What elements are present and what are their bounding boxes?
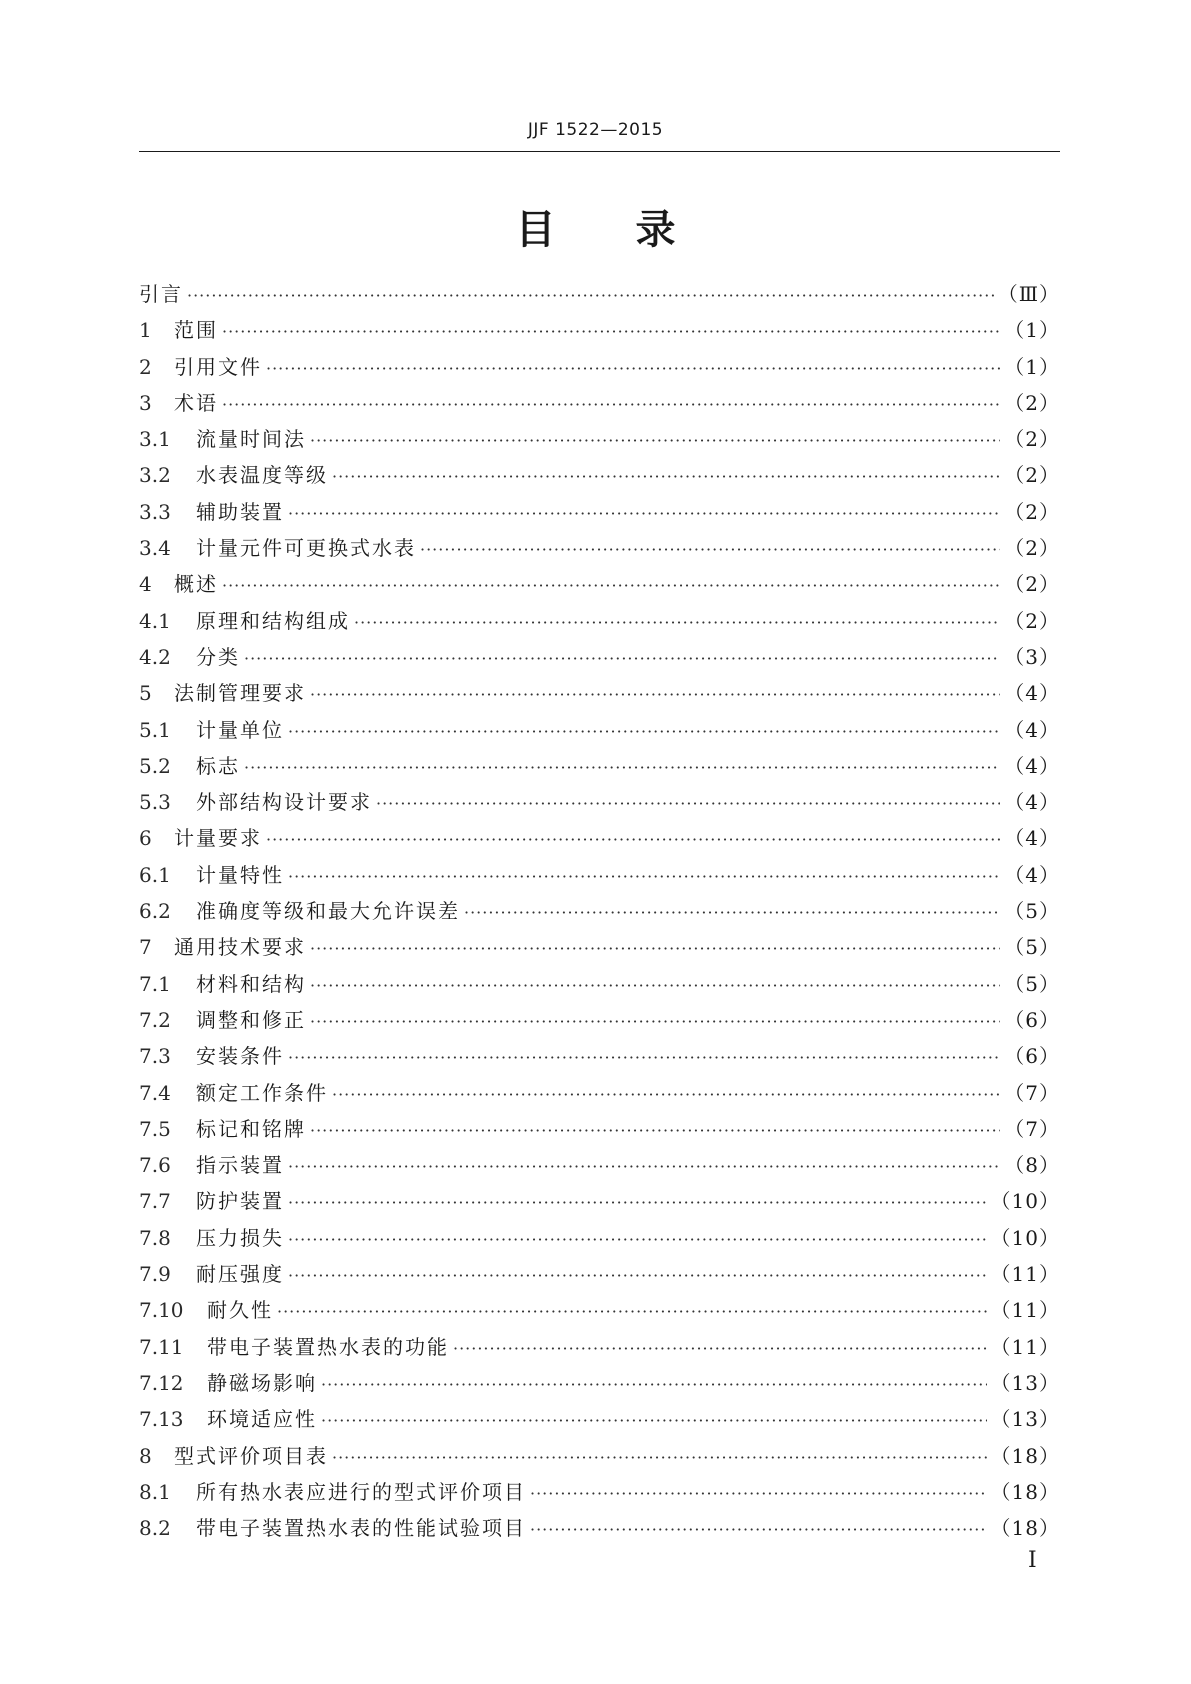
toc-section-number: 7.8 [139, 1225, 171, 1250]
toc-section-title: 标记和铭牌 [196, 1116, 306, 1141]
toc-section-number: 5.2 [139, 753, 171, 778]
toc-section-number: 7.13 [139, 1407, 184, 1432]
toc-entry[interactable] [139, 457, 1060, 493]
toc-page-number: （4） [1004, 681, 1060, 706]
toc-entry[interactable] [139, 1075, 1060, 1111]
toc-page-number: （8） [1004, 1153, 1060, 1178]
dot-leader [332, 1077, 1000, 1113]
toc-section-title: 辅助装置 [196, 499, 284, 524]
toc-entry[interactable] [139, 1510, 1060, 1546]
dot-leader [187, 278, 994, 314]
header-rule [139, 151, 1060, 152]
page-number: Ⅰ [1028, 1548, 1037, 1573]
dot-leader [332, 459, 1000, 495]
toc-entry[interactable] [139, 1256, 1060, 1292]
table-of-contents [139, 276, 1060, 1546]
toc-section-title: 调整和修正 [196, 1007, 306, 1032]
toc-entry[interactable] [139, 1002, 1060, 1038]
toc-page-number: （2） [1004, 463, 1060, 488]
dot-leader [464, 895, 1000, 931]
dot-leader [332, 1440, 987, 1476]
toc-section-title: 计量单位 [196, 717, 284, 742]
toc-entry[interactable] [139, 784, 1060, 820]
toc-entry[interactable] [139, 1111, 1060, 1147]
dot-leader [266, 351, 1000, 387]
toc-section-title: 耐压强度 [196, 1262, 284, 1287]
dot-leader [244, 750, 1000, 786]
toc-section-number: 7.11 [139, 1334, 184, 1359]
toc-section-title: 带电子装置热水表的性能试验项目 [196, 1516, 526, 1541]
toc-section-title: 安装条件 [196, 1044, 284, 1069]
toc-section-number: 6.2 [139, 899, 171, 924]
toc-entry[interactable] [139, 603, 1060, 639]
toc-section-number: 7.4 [139, 1080, 171, 1105]
toc-section-title: 术语 [174, 390, 218, 415]
toc-section-number: 7.12 [139, 1370, 184, 1395]
toc-section-title: 范围 [174, 318, 218, 343]
toc-section-number: 7.5 [139, 1116, 171, 1141]
dot-leader [244, 641, 1000, 677]
toc-section-title: 原理和结构组成 [196, 608, 350, 633]
toc-section-title: 防护装置 [196, 1189, 284, 1214]
toc-entry[interactable] [139, 421, 1060, 457]
toc-page-number: （6） [1004, 1007, 1060, 1032]
toc-entry[interactable] [139, 312, 1060, 348]
dot-leader [420, 532, 1000, 568]
toc-section-number: 6 [139, 826, 152, 851]
toc-section-number: 7.7 [139, 1189, 171, 1214]
toc-section-number: 8 [139, 1443, 152, 1468]
toc-entry[interactable] [139, 748, 1060, 784]
toc-section-number: 7.10 [139, 1298, 184, 1323]
toc-section-title: 计量要求 [174, 826, 262, 851]
toc-section-title: 压力损失 [196, 1225, 284, 1250]
toc-page-number: （6） [1004, 1044, 1060, 1069]
toc-section-title: 法制管理要求 [174, 681, 306, 706]
toc-entry[interactable] [139, 857, 1060, 893]
toc-page-number: （11） [990, 1298, 1060, 1323]
toc-section-title: 引言 [139, 282, 183, 306]
dot-leader [376, 786, 1000, 822]
toc-section-number: 7 [139, 935, 152, 960]
toc-page-number: （1） [1004, 318, 1060, 343]
dot-leader [288, 496, 1000, 532]
toc-entry[interactable] [139, 1365, 1060, 1401]
toc-page-number: （1） [1004, 354, 1060, 379]
toc-entry[interactable] [139, 929, 1060, 965]
toc-entry[interactable] [139, 530, 1060, 566]
toc-entry[interactable] [139, 1147, 1060, 1183]
toc-section-title: 计量特性 [196, 862, 284, 887]
toc-page-number: （2） [1004, 499, 1060, 524]
toc-section-title: 环境适应性 [207, 1407, 317, 1432]
toc-page-number: （10） [990, 1225, 1060, 1250]
toc-page-number: （2） [1004, 427, 1060, 452]
toc-entry[interactable] [139, 1329, 1060, 1365]
toc-entry[interactable] [139, 349, 1060, 385]
dot-leader [310, 1113, 1000, 1149]
toc-section-number: 1 [139, 318, 152, 343]
dot-leader [354, 605, 1000, 641]
dot-leader [530, 1476, 987, 1512]
toc-page-number: （5） [1004, 899, 1060, 924]
toc-section-number: 3 [139, 390, 152, 415]
toc-section-number: 7.1 [139, 971, 171, 996]
toc-section-title: 概述 [174, 572, 218, 597]
toc-section-number: 2 [139, 354, 152, 379]
dot-leader [310, 1004, 1000, 1040]
dot-leader [222, 387, 1000, 423]
toc-section-number: 3.4 [139, 536, 171, 561]
toc-page-number: （2） [1004, 572, 1060, 597]
toc-page-number: （2） [1004, 536, 1060, 561]
toc-section-number: 7.9 [139, 1262, 171, 1287]
toc-page-number: （4） [1004, 753, 1060, 778]
toc-section-number: 3.3 [139, 499, 171, 524]
toc-section-title: 额定工作条件 [196, 1080, 328, 1105]
toc-page-number: （4） [1004, 862, 1060, 887]
toc-section-number: 8.2 [139, 1516, 171, 1541]
toc-section-number: 5.1 [139, 717, 171, 742]
toc-entry[interactable] [139, 1474, 1060, 1510]
toc-section-title: 引用文件 [174, 354, 262, 379]
toc-section-title: 准确度等级和最大允许误差 [196, 899, 460, 924]
document-code-header: JJF 1522—2015 [527, 120, 664, 140]
toc-page-number: （13） [990, 1370, 1060, 1395]
dot-leader [222, 568, 1000, 604]
toc-section-title: 外部结构设计要求 [196, 790, 372, 815]
dot-leader [288, 1149, 1000, 1185]
toc-entry[interactable] [139, 494, 1060, 530]
dot-leader [222, 314, 1000, 350]
toc-section-number: 7.2 [139, 1007, 171, 1032]
toc-section-title: 流量时间法 [196, 427, 306, 452]
toc-entry[interactable] [139, 1183, 1060, 1219]
toc-section-number: 4 [139, 572, 152, 597]
dot-leader [310, 968, 1000, 1004]
dot-leader [310, 423, 1000, 459]
toc-section-title: 通用技术要求 [174, 935, 306, 960]
dot-leader [530, 1512, 987, 1548]
toc-section-title: 标志 [196, 753, 240, 778]
toc-section-number: 8.1 [139, 1479, 171, 1504]
toc-page-number: （3） [1004, 644, 1060, 669]
toc-section-title: 指示装置 [196, 1153, 284, 1178]
toc-section-number: 7.3 [139, 1044, 171, 1069]
dot-leader [288, 859, 1000, 895]
dot-leader [288, 714, 1000, 750]
dot-leader [266, 822, 1000, 858]
dot-leader [310, 677, 1000, 713]
dot-leader [453, 1331, 987, 1367]
toc-entry[interactable] [139, 1220, 1060, 1256]
toc-page-number: （5） [1004, 935, 1060, 960]
toc-page-number: （18） [990, 1479, 1060, 1504]
toc-section-number: 4.1 [139, 608, 171, 633]
toc-section-number: 6.1 [139, 862, 171, 887]
toc-entry[interactable] [139, 1401, 1060, 1437]
toc-section-title: 水表温度等级 [196, 463, 328, 488]
toc-entry[interactable] [139, 820, 1060, 856]
toc-page-number: （18） [990, 1516, 1060, 1541]
toc-entry[interactable] [139, 1438, 1060, 1474]
toc-page-number: （11） [990, 1334, 1060, 1359]
toc-entry[interactable] [139, 276, 1060, 312]
toc-entry[interactable] [139, 675, 1060, 711]
toc-section-number: 3.2 [139, 463, 171, 488]
toc-page-number: （11） [990, 1262, 1060, 1287]
toc-section-title: 材料和结构 [196, 971, 306, 996]
toc-section-number: 7.6 [139, 1153, 171, 1178]
toc-page-number: （7） [1004, 1080, 1060, 1105]
toc-section-title: 耐久性 [207, 1298, 273, 1323]
toc-entry[interactable] [139, 893, 1060, 929]
toc-section-number: 4.2 [139, 644, 171, 669]
toc-section-title: 分类 [196, 644, 240, 669]
toc-entry[interactable] [139, 639, 1060, 675]
toc-page-number: （2） [1004, 390, 1060, 415]
toc-entry[interactable] [139, 966, 1060, 1002]
toc-section-title: 带电子装置热水表的功能 [207, 1334, 449, 1359]
toc-page-number: （4） [1004, 790, 1060, 815]
toc-page-number: （Ⅲ） [997, 282, 1060, 306]
dot-leader [288, 1222, 987, 1258]
toc-page-number: （10） [990, 1189, 1060, 1214]
toc-entry[interactable] [139, 385, 1060, 421]
toc-section-number: 3.1 [139, 427, 171, 452]
dot-leader [277, 1294, 987, 1330]
toc-section-number: 5.3 [139, 790, 171, 815]
toc-entry[interactable] [139, 1292, 1060, 1328]
toc-entry[interactable] [139, 566, 1060, 602]
toc-entry[interactable] [139, 712, 1060, 748]
dot-leader [288, 1258, 987, 1294]
dot-leader [310, 931, 1000, 967]
toc-page-number: （4） [1004, 717, 1060, 742]
toc-section-number: 5 [139, 681, 152, 706]
toc-page-number: （7） [1004, 1116, 1060, 1141]
toc-page-number: （5） [1004, 971, 1060, 996]
toc-page-number: （13） [990, 1407, 1060, 1432]
dot-leader [321, 1367, 987, 1403]
page-title: 目录 [515, 207, 756, 253]
dot-leader [321, 1403, 987, 1439]
toc-page-number: （4） [1004, 826, 1060, 851]
toc-page-number: （18） [990, 1443, 1060, 1468]
dot-leader [288, 1185, 987, 1221]
toc-entry[interactable] [139, 1038, 1060, 1074]
toc-page-number: （2） [1004, 608, 1060, 633]
toc-section-title: 计量元件可更换式水表 [196, 536, 416, 561]
toc-section-title: 静磁场影响 [207, 1370, 317, 1395]
dot-leader [288, 1040, 1000, 1076]
toc-section-title: 型式评价项目表 [174, 1443, 328, 1468]
toc-section-title: 所有热水表应进行的型式评价项目 [196, 1479, 526, 1504]
